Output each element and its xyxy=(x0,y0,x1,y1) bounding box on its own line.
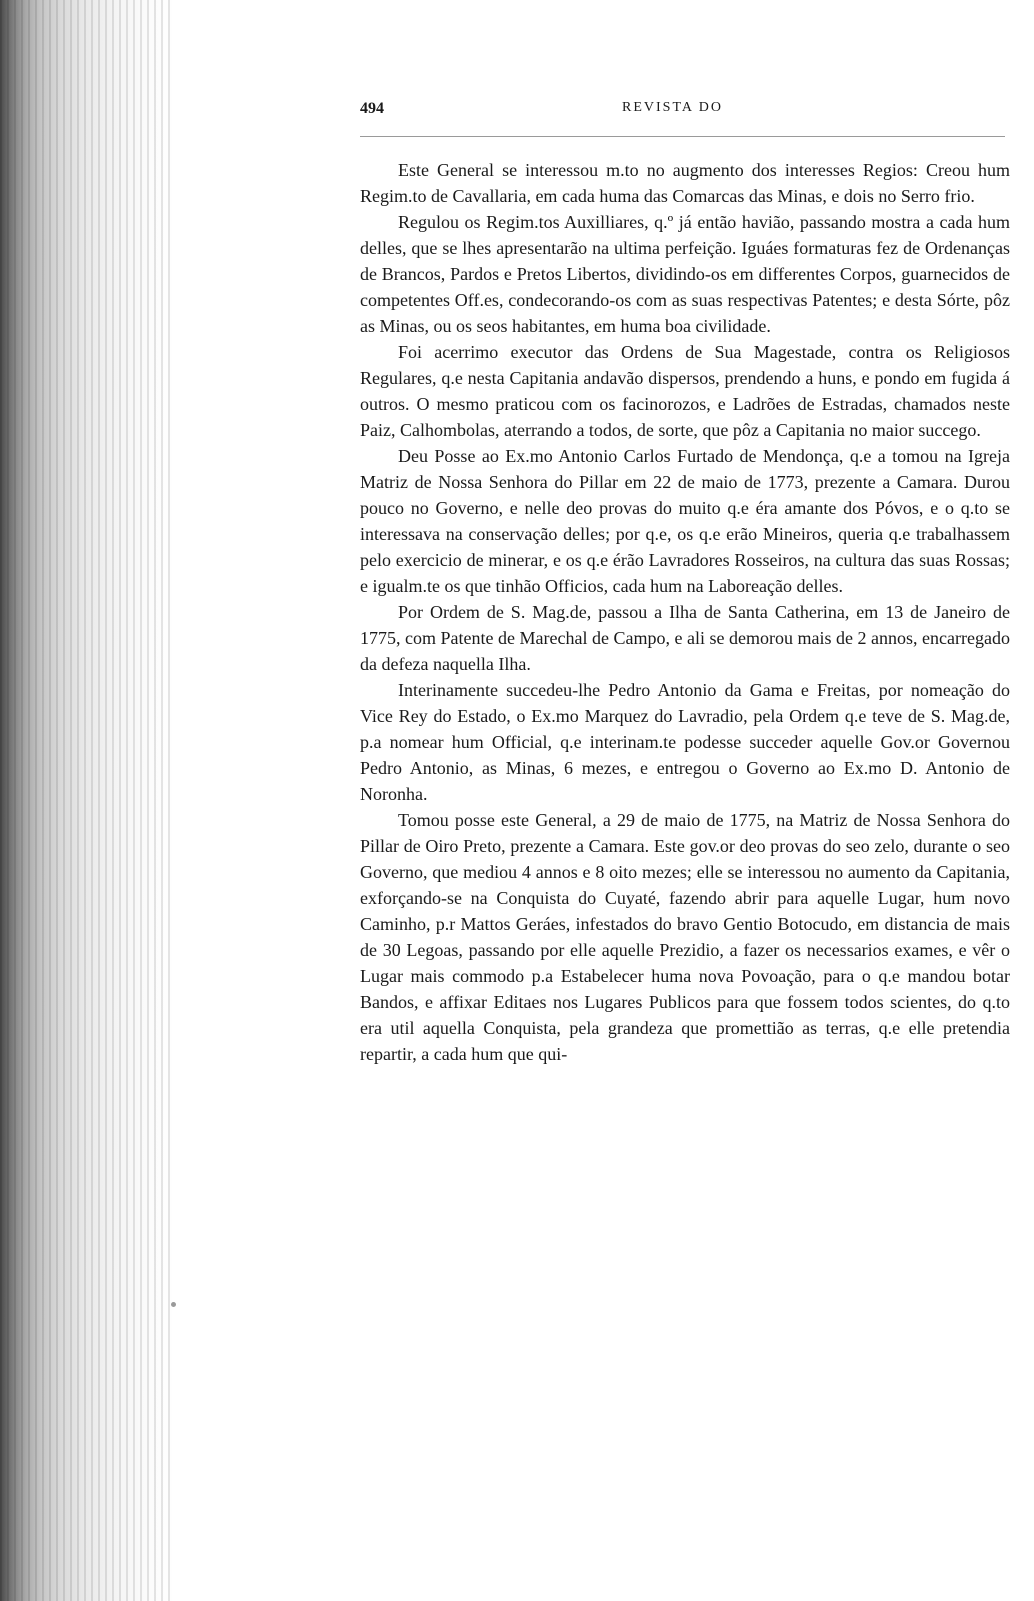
paragraph: Interinamente succedeu-lhe Pedro Antonio da Gama e Freitas, por nomeação do Vice Rey do Estado, o Ex.mo Marquez do Lavradio, pela Ordem q.e teve de S. Mag.de, p.a nomear hum Official, q.e interinam.te podesse succeder aquelle Gov.or Governou Pedro Antonio, as Minas, 6 mezes, e entregou o Governo ao Ex.mo D. Antonio de Noronha. xyxy=(360,680,1010,804)
page-number: 494 xyxy=(360,100,384,117)
body-text xyxy=(360,157,1010,1067)
running-head: REVISTA DO xyxy=(622,100,723,115)
header-rule xyxy=(360,136,1005,137)
paragraph: Regulou os Regim.tos Auxilliares, q.º já então havião, passando mostra a cada hum delles, que se lhes apresentarão na ultima perfeição. Iguáes formaturas fez de Ordenanças de Brancos, Pardos e Pretos Libertos, dividindo-os em differentes Corpos, guarnecidos de competentes Off.es, condecorando-os com as suas respectivas Patentes; e desta Sórte, pôz as Minas, ou os seos habitantes, em huma boa civilidade. xyxy=(360,212,1010,336)
paragraph: Por Ordem de S. Mag.de, passou a Ilha de Santa Catherina, em 13 de Janeiro de 1775, com Patente de Marechal de Campo, e ali se demorou mais de 2 annos, encarregado da defeza naquella Ilha. xyxy=(360,602,1010,674)
scan-gutter-shadow xyxy=(0,0,175,1601)
book-page xyxy=(360,100,1010,1067)
paragraph: Tomou posse este General, a 29 de maio de 1775, na Matriz de Nossa Senhora do Pillar de Oiro Preto, prezente a Camara. Este gov.or deo provas do seo zelo, durante o seo Governo, que mediou 4 annos e 8 oito mezes; elle se interessou no aumento da Capitania, exforçando-se na Conquista do Cuyaté, fazendo abrir para aquelle Lugar, hum novo Caminho, p.r Mattos Geráes, infestados do bravo Gentio Botocudo, em distancia de mais de 30 Legoas, passando por elle aquelle Prezidio, a fazer os necessarios exames, e vêr o Lugar mais commodo p.a Estabelecer huma nova Povoação, para o q.e mandou botar Bandos, e affixar Editaes nos Lugares Publicos para que fossem todos scientes, do q.to era util aquella Conquista, pela grandeza que promettião as terras, q.e elle pretendia repartir, a cada hum que qui- xyxy=(360,810,1010,1064)
paragraph: Deu Posse ao Ex.mo Antonio Carlos Furtado de Mendonça, q.e a tomou na Igreja Matriz de Nossa Senhora do Pillar em 22 de maio de 1773, prezente a Camara. Durou pouco no Governo, e nelle deo provas do muito q.e éra amante dos Póvos, e o q.to se interessava na conservação delles; por q.e, os q.e erão Mineiros, queria q.e trabalhassem pelo exercicio de minerar, e os q.e érão Lavradores Rosseiros, na cultura das suas Rossas; e igualm.te os que tinhão Officios, cada hum na Laboreação delles. xyxy=(360,446,1010,596)
paragraph: Este General se interessou m.to no augmento dos interesses Regios: Creou hum Regim.to de Cavallaria, em cada huma das Comarcas das Minas, e dois no Serro frio. xyxy=(360,160,1010,206)
paragraph: Foi acerrimo executor das Ordens de Sua Magestade, contra os Religiosos Regulares, q.e nesta Capitania andavão dispersos, prendendo a huns, e pondo em fugida á outros. O mesmo praticou com os facinorozos, e Ladrões de Estradas, chamados neste Paiz, Calhombolas, aterrando a todos, de sorte, que pôz a Capitania no maior succego. xyxy=(360,342,1010,440)
scan-speck xyxy=(171,1302,176,1307)
page-header xyxy=(360,100,1010,130)
